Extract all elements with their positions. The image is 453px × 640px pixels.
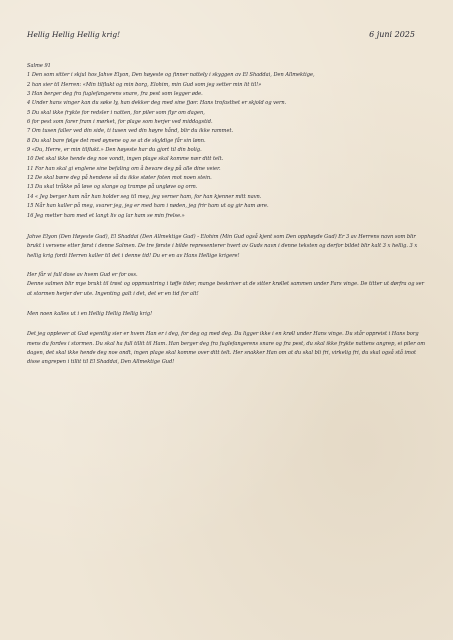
- document-header: [27, 30, 429, 44]
- psalm-verse: 3 Han berger deg fra fuglefangerens snare, fra pest som legger øde.: [27, 91, 203, 98]
- psalm-verse: 2 han sier til Herren: «Min tilflukt og min borg, Elohim, min Gud som jeg setter min lit til!»: [27, 81, 262, 88]
- psalm-verse: 13 Du skal tråkke på løve og slange og trampe på ungløve og orm.: [27, 184, 198, 191]
- psalm-verse: 16 Jeg metter ham med et langt liv og lar ham se min frelse.»: [27, 212, 185, 219]
- psalm-verse: 4 Under hans vinger kan du søke ly, han dekker deg med sine fjær. Hans trofasthet er skjold og vern.: [27, 100, 287, 107]
- psalm-verse: 9 «Du, Herre, er min tilflukt.» Den høyeste har du gjort til din bolig.: [27, 147, 202, 154]
- paragraph-comfort-line: Her får vi full dose av hvem Gud er for oss.: [27, 271, 138, 278]
- psalm-verse: 6 for pest som farer fram i mørket, for plage som herjer ved middagstid.: [27, 119, 213, 126]
- psalm-verse: 14 « Jeg berger ham når han holder seg til meg, jeg verner ham, for han kjenner mitt navn.: [27, 193, 262, 200]
- document-title: Hellig Hellig Hellig krig!: [27, 30, 121, 39]
- psalm-verse: 5 Du skal ikke frykte for redsler i natten, for piler som flyr om dagen,: [27, 109, 205, 116]
- paragraph-names-of-god: Jahve Elyon (Den Høyeste Gud), El Shaddai (Den Allmektige Gud) - Elohim (Min Gud også kjent som Den opphøyde Gud) Er 3 av Herrens navn som blir brukt i versene etter først i denne Salmen. De tre første i bilde representerer hvert av Guds navn i denne teksten og derfor bildet blir kalt 3 x hellig. 3 x hellig krig fordi Herren kaller til det i denne tid! Du er en av Hans Hellige krigere!: [27, 233, 418, 259]
- psalm-verse: 15 Når han kaller på meg, svarer jeg, jeg er med ham i nøden, jeg frir ham ut og gir ham ære.: [27, 203, 269, 210]
- psalm-verse: 1 Den som sitter i skjul hos Jahve Elyon, Den høyeste og finner natteły i skyggen av El Shaddai, Den Allmektige,: [27, 72, 315, 79]
- paragraph-called-out: Men noen kalles ut i en Hellig Hellig Hellig krig!: [27, 310, 153, 317]
- psalm-verse: 8 Du skal bare følge det med øynene og se at de skyldige får sin lønn.: [27, 137, 206, 144]
- document-body: [27, 62, 429, 368]
- psalm-verse: 12 De skal bære deg på hendene så du ikke støter foten mot noen stein.: [27, 175, 212, 182]
- psalm-verse: 10 Det skal ikke hende deg noe vondt, ingen plage skal komme nær ditt telt.: [27, 156, 224, 163]
- paragraph-trust: Det jeg opplever at Gud egentlig sier er hvem Han er i deg, for deg og med deg. Du ligger ikke i en krøll under Hans vinge. Du står oppreist i Hans borg mens du fordes i stormen. Du skal ha full tillit til Ham. Han berger deg fra fuglefangerens snare og fra pest, du skal ikke frykte nattens angrep, ei piler om dagen, det skal ikke hende deg noe ondt, ingen plage skal komme over ditt telt. Her snakker Han om at du skal bli fri, virkelig fri, du skal også stå imot disse angrepen i tillit til El Shaddai, Den Allmektige Gud!: [27, 331, 426, 366]
- psalm-heading: Salme 91: [27, 63, 51, 69]
- psalm-verse: 7 Om tusen faller ved din side, ti tusen ved din høyre hånd, blir du ikke rammet.: [27, 128, 234, 135]
- psalm-verse: 11 For han skal gi englene sine befaling om å bevare deg på alle dine veier.: [27, 165, 221, 172]
- document-date: 6 juni 2025: [369, 30, 415, 39]
- paragraph-comfort: Denne salmen blir mye brukt til trøst og oppmuntring i tøffe tider, mange beskriver at de sitter krøllet sammen under Fars vinge. De titter ut dørfra og ser at stormen herjer der ute. Ingenting galt i det, det er en tid for alt!: [27, 281, 425, 297]
